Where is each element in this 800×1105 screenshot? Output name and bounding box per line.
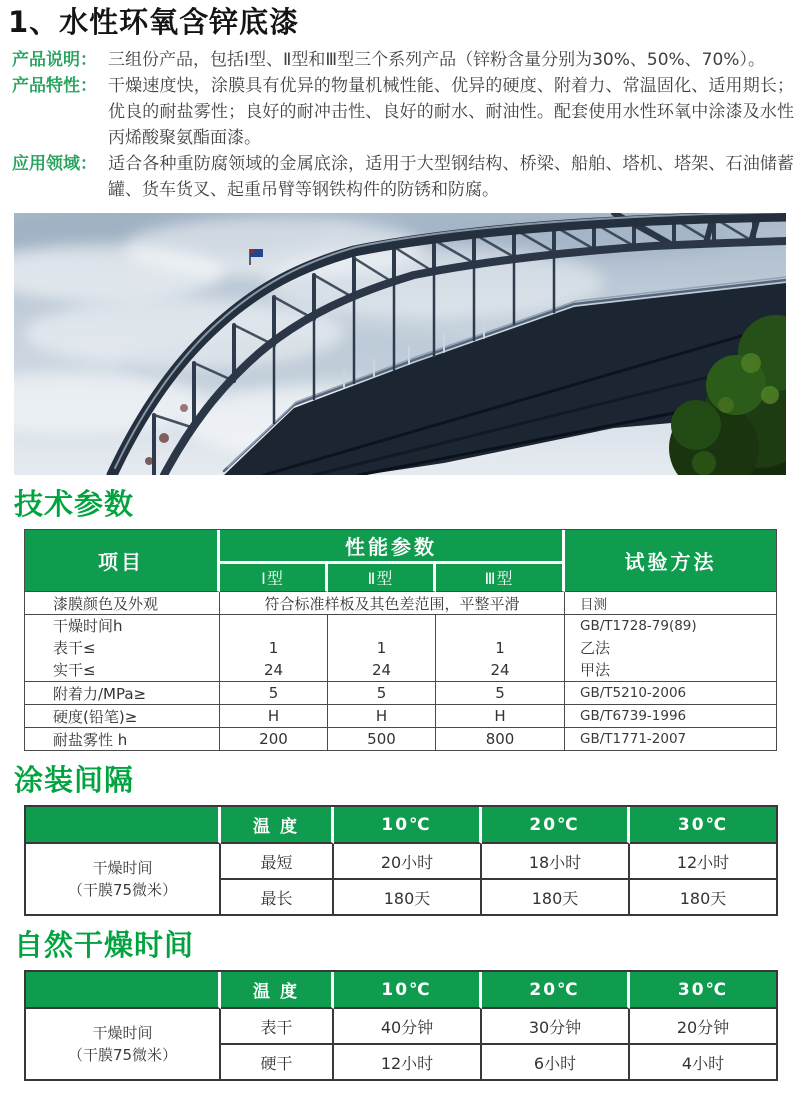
- interval-max-10c: 180天: [334, 880, 482, 916]
- natural-surface-20c: 30分钟: [482, 1009, 630, 1045]
- interval-min-label: 最短: [221, 844, 334, 880]
- tech-row-dry-time: [25, 615, 777, 682]
- tech-row-salt-spray: [25, 728, 777, 751]
- dry-method-code: GB/T1728-79(89): [580, 618, 697, 634]
- dry-t3-hard: 24: [490, 661, 510, 679]
- intro-text-product-features: 干燥速度快，涂膜具有优异的物量机械性能、优异的硬度、附着力、常温固化、适用期长；优良的耐盐雾性；良好的耐冲击性、良好的耐水、耐油性。配套使用水性环氧中涂漆及水性丙烯酸聚氨酯面漆。: [108, 76, 794, 148]
- intro-label-product-features: 产品特性：: [12, 76, 97, 96]
- row-item-label: 硬度(铅笔)≥: [25, 705, 220, 728]
- interval-max-label: 最长: [221, 880, 334, 916]
- dry-t1-hard: 24: [263, 661, 284, 679]
- tech-header-row: [25, 530, 777, 564]
- interval-header-temp-cell: 温 度: [221, 807, 334, 844]
- interval-rowhead-line1: 干燥时间: [92, 859, 153, 877]
- dry-t1-surface: 1: [268, 639, 279, 657]
- intro-row-product-description: [12, 47, 794, 73]
- tech-type3-cell: Ⅲ型: [436, 564, 565, 592]
- tech-header-method-cell: 试验方法: [565, 530, 777, 592]
- interval-header-20c: 20℃: [482, 807, 630, 844]
- intro-section: [0, 47, 800, 203]
- bridge-illustration: [14, 213, 786, 475]
- dry-method-a: 甲法: [580, 661, 611, 679]
- row-value-span: 符合标准样板及其色差范围，平整平滑: [220, 592, 565, 615]
- dry-t2-hard: 24: [371, 661, 392, 679]
- row-item-label: 附着力/MPa≥: [25, 682, 220, 705]
- interval-header-10c: 10℃: [334, 807, 482, 844]
- tech-type2-cell: Ⅱ型: [328, 564, 436, 592]
- hardness-t2: H: [328, 705, 436, 728]
- interval-rowhead: [26, 844, 221, 916]
- natural-dry-table: [24, 970, 778, 1081]
- page-title: 1、水性环氧含锌底漆: [8, 5, 300, 39]
- dry-line3: 实干≤: [53, 661, 96, 679]
- interval-row-min: [26, 844, 778, 880]
- row-item-label: 漆膜颜色及外观: [25, 592, 220, 615]
- section-heading-tech-params: 技术参数: [14, 487, 135, 521]
- tech-header-item-cell: 项目: [25, 530, 220, 592]
- intro-row-application-areas: [12, 151, 794, 203]
- interval-rowhead-line2: （干膜75微米）: [67, 881, 178, 899]
- natural-hard-10c: 12小时: [334, 1045, 482, 1081]
- natural-row-surface-dry: [26, 1009, 778, 1045]
- dry-values-type2: [328, 615, 436, 682]
- row-method: GB/T5210-2006: [565, 682, 777, 705]
- dry-values-type3: [436, 615, 565, 682]
- interval-header-30c: 30℃: [630, 807, 778, 844]
- natural-rowhead: [26, 1009, 221, 1081]
- natural-surface-10c: 40分钟: [334, 1009, 482, 1045]
- interval-min-10c: 20小时: [334, 844, 482, 880]
- row-method: GB/T1771-2007: [565, 728, 777, 751]
- salt-t3: 800: [436, 728, 565, 751]
- tech-params-table: [24, 529, 777, 751]
- adhesion-t1: 5: [220, 682, 328, 705]
- interval-max-20c: 180天: [482, 880, 630, 916]
- hardness-t3: H: [436, 705, 565, 728]
- intro-text-application-areas: 适合各种重防腐领域的金属底涂，适用于大型钢结构、桥梁、船舶、塔机、塔架、石油储蓄罐、货车货叉、起重吊臂等钢铁构件的防锈和防腐。: [108, 154, 794, 200]
- natural-header-20c: 20℃: [482, 972, 630, 1009]
- section-heading-natural-dry: 自然干燥时间: [14, 928, 195, 962]
- intro-row-product-features: [12, 73, 794, 151]
- natural-header-row: [26, 972, 778, 1009]
- natural-hard-20c: 6小时: [482, 1045, 630, 1081]
- hardness-t1: H: [220, 705, 328, 728]
- natural-header-temp-cell: 温 度: [221, 972, 334, 1009]
- intro-text-product-description: 三组份产品，包括Ⅰ型、Ⅱ型和Ⅲ型三个系列产品（锌粉含量分别为30%、50%、70%）。: [108, 50, 765, 70]
- row-method: GB/T6739-1996: [565, 705, 777, 728]
- tech-row-hardness: [25, 705, 777, 728]
- natural-header-10c: 10℃: [334, 972, 482, 1009]
- dry-t3-surface: 1: [495, 639, 505, 657]
- adhesion-t2: 5: [328, 682, 436, 705]
- dry-method-b: 乙法: [580, 639, 611, 657]
- interval-header-empty-cell: [26, 807, 221, 844]
- dry-methods: [565, 615, 777, 682]
- salt-t1: 200: [220, 728, 328, 751]
- bridge-photo: [14, 213, 786, 475]
- salt-t2: 500: [328, 728, 436, 751]
- adhesion-t3: 5: [436, 682, 565, 705]
- intro-label-product-description: 产品说明：: [12, 50, 97, 70]
- natural-hard-label: 硬干: [221, 1045, 334, 1081]
- natural-hard-30c: 4小时: [630, 1045, 778, 1081]
- natural-surface-30c: 20分钟: [630, 1009, 778, 1045]
- natural-header-empty-cell: [26, 972, 221, 1009]
- row-method: 目测: [565, 592, 777, 615]
- tech-row-adhesion: [25, 682, 777, 705]
- dry-values-type1: [220, 615, 328, 682]
- coating-interval-table: [24, 805, 778, 916]
- dry-line2: 表干≤: [53, 639, 96, 657]
- interval-max-30c: 180天: [630, 880, 778, 916]
- interval-min-20c: 18小时: [482, 844, 630, 880]
- row-item-label: [25, 615, 220, 682]
- interval-min-30c: 12小时: [630, 844, 778, 880]
- interval-header-row: [26, 807, 778, 844]
- tech-header-perf-cell: 性能参数: [220, 530, 565, 564]
- natural-surface-label: 表干: [221, 1009, 334, 1045]
- tech-type1-cell: Ⅰ型: [220, 564, 328, 592]
- intro-label-application-areas: 应用领域：: [12, 154, 97, 174]
- row-item-label: 耐盐雾性 h: [25, 728, 220, 751]
- section-heading-coating-interval: 涂装间隔: [14, 763, 135, 797]
- dry-t2-surface: 1: [376, 639, 387, 657]
- natural-header-30c: 30℃: [630, 972, 778, 1009]
- dry-line1: 干燥时间h: [53, 617, 123, 635]
- natural-rowhead-line1: 干燥时间: [92, 1024, 153, 1042]
- natural-rowhead-line2: （干膜75微米）: [67, 1046, 178, 1064]
- tech-row-film-color: [25, 592, 777, 615]
